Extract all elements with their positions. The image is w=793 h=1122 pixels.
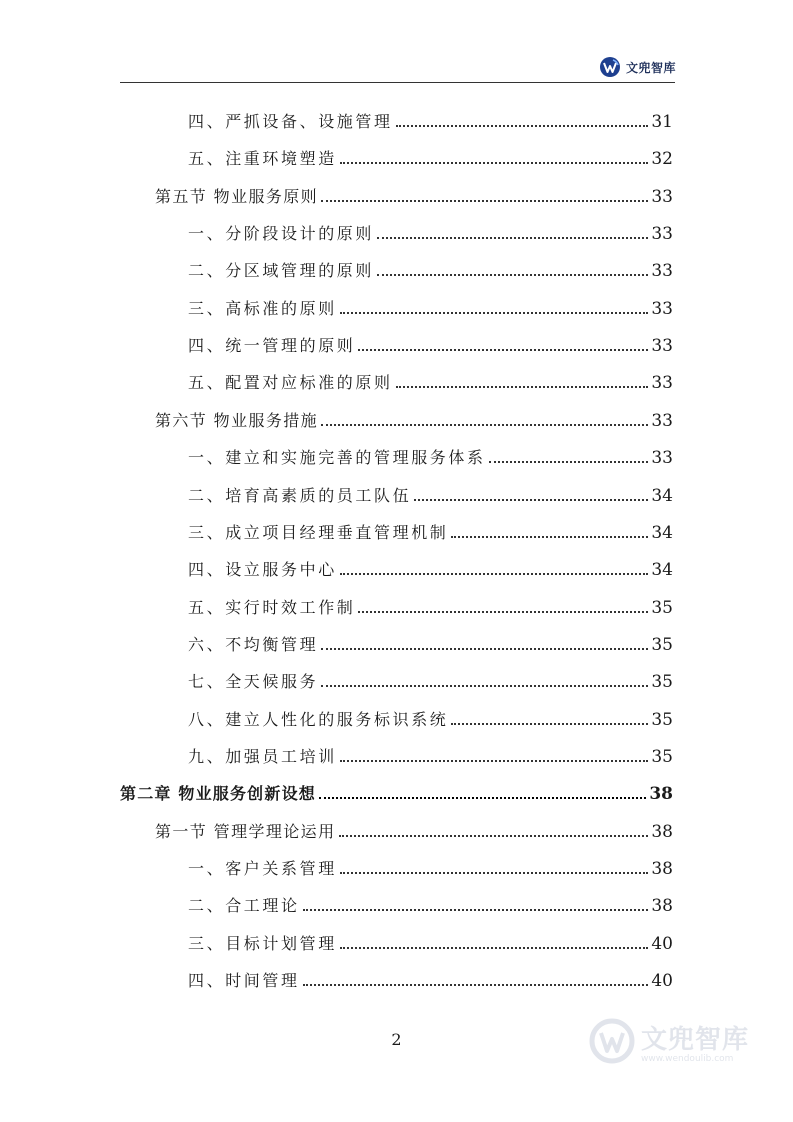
toc-dot-leader (396, 386, 649, 388)
toc-entry-item[interactable] (188, 143, 673, 169)
toc-entry-item[interactable] (188, 480, 673, 506)
logo-text: 文兜智库 (626, 60, 677, 75)
toc-entry-item[interactable] (188, 330, 673, 356)
toc-dot-leader (321, 685, 648, 687)
toc-entry-item[interactable] (188, 853, 673, 879)
toc-entry-label: 第二章 物业服务创新设想 (120, 784, 316, 804)
toc-entry-page: 38 (651, 821, 673, 842)
toc-entry-page: 35 (651, 597, 673, 618)
toc-entry-item[interactable] (188, 293, 673, 319)
toc-entry-page: 38 (651, 859, 673, 879)
toc-entry-label: 三、成立项目经理垂直管理机制 (188, 522, 449, 542)
watermark-logo-icon (589, 1018, 635, 1064)
toc-entry-label: 五、实行时效工作制 (188, 597, 356, 617)
toc-entry-page: 40 (651, 971, 673, 992)
toc-entry-label: 第五节 物业服务原则 (155, 186, 319, 206)
toc-entry-item[interactable] (188, 367, 673, 393)
toc-entry-item[interactable] (188, 965, 673, 991)
toc-entry-item[interactable] (188, 704, 673, 730)
toc-dot-leader (319, 797, 646, 799)
toc-entry-page: 33 (651, 336, 673, 357)
toc-dot-leader (321, 424, 648, 426)
toc-entry-page: 35 (651, 672, 673, 693)
toc-entry-item[interactable] (188, 517, 673, 543)
toc-entry-section[interactable] (155, 405, 673, 431)
toc-entry-item[interactable] (188, 218, 673, 244)
header-logo (599, 56, 676, 78)
toc-entry-label: 三、目标计划管理 (188, 933, 337, 953)
toc-dot-leader (489, 461, 649, 463)
toc-entry-page: 33 (651, 373, 673, 394)
toc-entry-item[interactable] (188, 554, 673, 580)
toc-entry-page: 33 (651, 224, 673, 245)
toc-entry-label: 五、注重环境塑造 (188, 149, 337, 169)
toc-dot-leader (321, 648, 648, 650)
toc-entry-item[interactable] (188, 629, 673, 655)
toc-entry-page: 31 (651, 112, 673, 132)
toc-entry-label: 二、合工理论 (188, 896, 300, 916)
toc-dot-leader (451, 723, 648, 725)
toc-dot-leader (414, 499, 648, 501)
toc-entry-label: 五、配置对应标准的原则 (188, 373, 393, 393)
toc-dot-leader (303, 984, 649, 986)
toc-entry-page: 32 (651, 149, 673, 170)
toc-dot-leader (340, 760, 649, 762)
toc-entry-item[interactable] (188, 928, 673, 954)
toc-entry-section[interactable] (155, 181, 673, 207)
toc-entry-page: 33 (651, 261, 673, 282)
toc-entry-label: 四、设立服务中心 (188, 560, 337, 580)
toc-dot-leader (377, 237, 648, 239)
toc-dot-leader (340, 872, 649, 874)
toc-entry-label: 八、建立人性化的服务标识系统 (188, 709, 449, 729)
toc-dot-leader (321, 200, 648, 202)
wendou-logo-icon (599, 56, 621, 78)
toc-entry-label: 四、时间管理 (188, 971, 300, 991)
toc-dot-leader (340, 947, 649, 949)
toc-entry-label: 一、建立和实施完善的管理服务体系 (188, 448, 486, 468)
toc-entry-page: 34 (651, 560, 673, 581)
toc-dot-leader (340, 162, 649, 164)
toc-entry-page: 38 (651, 896, 673, 917)
toc-entry-label: 七、全天候服务 (188, 672, 319, 692)
toc-entry-label: 一、分阶段设计的原则 (188, 224, 375, 244)
toc-entry-page: 35 (651, 746, 673, 767)
toc-dot-leader (339, 835, 649, 837)
toc-dot-leader (377, 274, 648, 276)
toc-entry-item[interactable] (188, 890, 673, 916)
toc-dot-leader (340, 312, 649, 314)
toc-entry-item[interactable] (188, 106, 673, 132)
toc-dot-leader (396, 125, 649, 127)
toc-entry-page: 33 (651, 186, 673, 207)
toc-entry-page: 40 (651, 933, 673, 954)
toc-entry-item[interactable] (188, 255, 673, 281)
header-divider (120, 82, 675, 83)
toc-entry-page: 34 (651, 485, 673, 506)
toc-dot-leader (358, 349, 648, 351)
toc-entry-label: 三、高标准的原则 (188, 298, 337, 318)
toc-entry-label: 二、分区域管理的原则 (188, 261, 375, 281)
watermark-title: 文兜智库 (641, 1024, 750, 1055)
toc-entry-page: 33 (651, 410, 673, 431)
watermark (589, 1018, 749, 1064)
toc-entry-item[interactable] (188, 442, 673, 468)
toc-entry-item[interactable] (188, 592, 673, 618)
toc-entry-label: 一、客户关系管理 (188, 859, 337, 878)
toc-entry-label: 六、不均衡管理 (188, 634, 319, 654)
toc-entry-page: 33 (651, 298, 673, 319)
toc-entry-label: 二、培育高素质的员工队伍 (188, 485, 412, 505)
toc-entry-label: 四、统一管理的原则 (188, 336, 356, 356)
toc-dot-leader (358, 611, 648, 613)
toc-dot-leader (340, 573, 649, 575)
toc-dot-leader (303, 909, 649, 911)
toc-entry-page: 34 (651, 522, 673, 543)
toc-entry-label: 四、严抓设备、设施管理 (188, 112, 393, 131)
watermark-url: www.wendoulib.com (641, 1053, 734, 1064)
toc-entry-chapter[interactable] (120, 778, 673, 804)
toc-entry-page: 38 (649, 784, 673, 805)
toc-entry-page: 33 (651, 448, 673, 469)
toc-entry-label: 第一节 管理学理论运用 (155, 821, 336, 841)
toc-entry-item[interactable] (188, 741, 673, 767)
toc-dot-leader (451, 536, 648, 538)
toc-entry-label: 九、加强员工培训 (188, 746, 337, 766)
page-number: 2 (391, 1030, 402, 1049)
toc-entry-section[interactable] (155, 816, 673, 842)
toc-entry-page: 35 (651, 709, 673, 730)
toc-entry-label: 第六节 物业服务措施 (155, 410, 319, 430)
toc-entry-page: 35 (651, 634, 673, 655)
toc-entry-item[interactable] (188, 666, 673, 692)
